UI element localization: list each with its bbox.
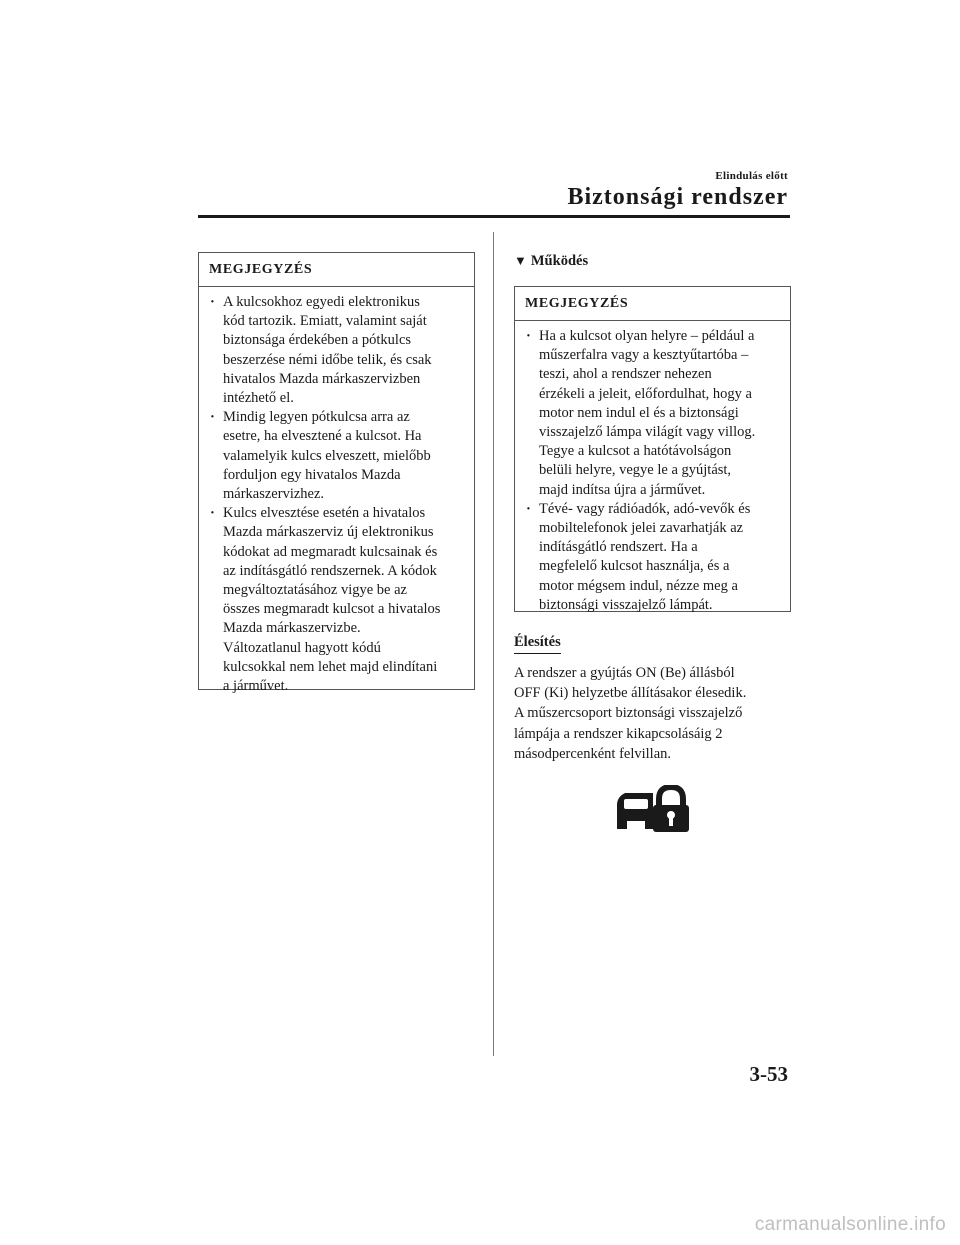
- security-indicator-lock-icon: [613, 785, 691, 838]
- arming-subsection-title: Élesítés: [514, 634, 561, 654]
- list-item-text: Ha a kulcsot olyan helyre – például a műszerfalra vagy a kesztyűtartóba – teszi, ahol a rendszer nehezen érzékeli a jeleit, előfordulhat, hogy a motor nem indul el és a biztonsági visszajelző lámpa világít vagy villog. Tegye a kulcsot a hatótávolságon belüli helyre, vegye le a gyújtást, majd indítsa újra a járművet.: [539, 328, 756, 498]
- note-list: [199, 287, 474, 702]
- operation-heading: [514, 253, 588, 270]
- section-subtitle: Elindulás előtt: [715, 170, 788, 182]
- header-rule: [198, 215, 790, 218]
- list-item: [525, 500, 782, 615]
- arming-body-text: A rendszer a gyújtás ON (Be) állásból OFF (Ki) helyzetbe állításakor élesedik. A műszercsoport biztonsági visszajelző lámpája a rendszer kikapcsolásáig 2 másodpercenként felvillan.: [514, 665, 747, 762]
- list-item-text: Tévé- vagy rádióadók, adó-vevők és mobiltelefonok jelei zavarhatják az indításgátló rendszert. Ha a megfelelő kulcsot használja, és a motor mégsem indul, nézze meg a biztonsági visszajelző lámpát.: [539, 500, 751, 613]
- note-list: [515, 321, 790, 621]
- bullet-dot: ·: [210, 409, 215, 426]
- bullet-dot: ·: [210, 294, 215, 310]
- bullet-dot: ·: [210, 505, 215, 522]
- list-item-text: Mindig legyen pótkulcsa arra az esetre, ha elvesztené a kulcsot. Ha valamelyik kulcs elveszett, mielőbb forduljon egy hivatalos Mazda márkaszervizhez.: [223, 409, 431, 503]
- list-item-text: Kulcs elvesztése esetén a hivatalos Mazda márkaszerviz új elektronikus kódokat ad megmaradt kulcsainak és az indításgátló rendszernek. A kódok megváltoztatásához vigye be az összes megmaradt kulcsot a hivatalos Mazda márkaszervizbe. Változatlanul hagyott kódú kulcsokkal nem lehet majd elindítani a járművet.: [223, 505, 441, 695]
- list-item: [209, 504, 466, 696]
- bullet-dot: ·: [526, 328, 531, 344]
- operation-heading-text: Működés: [530, 253, 589, 269]
- note-box-left: [198, 252, 475, 695]
- list-item: [525, 327, 782, 500]
- note-box-right: [514, 286, 791, 612]
- column-divider: [493, 232, 494, 1056]
- watermark-text: carmanualsonline.info: [754, 1214, 946, 1235]
- triangle-down-icon: ▼: [514, 253, 527, 268]
- note-title: MEGJEGYZÉS: [515, 287, 790, 321]
- list-item: [209, 408, 466, 504]
- page-number: 3-53: [749, 1062, 788, 1086]
- bullet-dot: ·: [526, 500, 531, 517]
- list-item: [209, 293, 466, 408]
- list-item-text: A kulcsokhoz egyedi elektronikus kód tartozik. Emiatt, valamint saját biztonsága érdekében a pótkulcs beszerzése némi időbe telik, és csak hivatalos Mazda márkaszervizben intézhető el.: [223, 294, 432, 407]
- section-title: Biztonsági rendszer: [567, 184, 788, 210]
- note-title: MEGJEGYZÉS: [199, 253, 474, 287]
